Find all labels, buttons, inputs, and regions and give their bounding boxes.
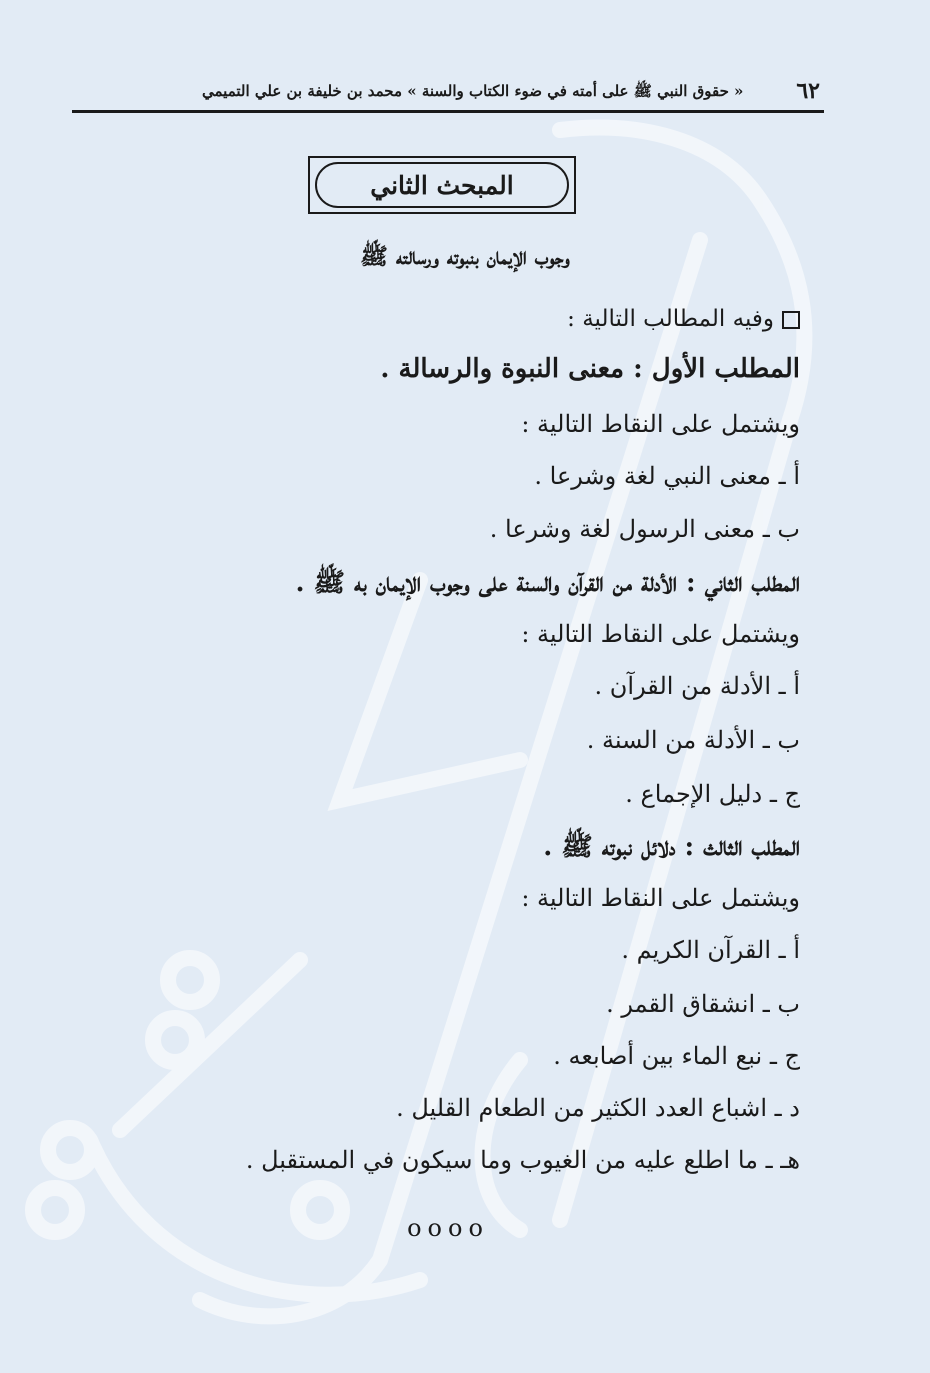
section-title: المبحث الثاني	[370, 170, 514, 200]
section-title-inner-frame	[315, 162, 569, 208]
point-item: أ ـ القرآن الكريم .	[621, 936, 800, 964]
point-item: د ـ اشباع العدد الكثير من الطعام القليل .	[396, 1094, 800, 1122]
points-intro-2: ويشتمل على النقاط التالية :	[521, 620, 800, 648]
point-item: ب ـ الأدلة من السنة .	[586, 726, 800, 754]
section-title-frame	[308, 156, 576, 214]
point-item: هـ ـ ما اطلع عليه من الغيوب وما سيكون في المستقبل .	[245, 1146, 800, 1174]
running-title: « حقوق النبي ﷺ على أمته في ضوء الكتاب والسنة » محمد بن خليفة بن علي التميمي	[202, 82, 744, 100]
chapter-heading: وجوب الإيمان بنبوته ورسالته ﷺ	[360, 243, 570, 270]
subsection-heading-3: المطلب الثالث : دلائل نبوته ﷺ .	[543, 832, 800, 862]
point-item: أ ـ الأدلة من القرآن .	[594, 672, 800, 700]
point-item: ب ـ انشقاق القمر .	[606, 990, 800, 1018]
page-number: ٦٢	[796, 78, 820, 104]
subsection-heading-1: المطلب الأول : معنى النبوة والرسالة .	[380, 354, 800, 384]
intro-line	[567, 306, 800, 332]
point-item: ج ـ دليل الإجماع .	[625, 780, 800, 808]
header-rule	[72, 110, 824, 113]
point-item: أ ـ معنى النبي لغة وشرعا .	[534, 462, 800, 490]
end-ornament: oooo	[407, 1214, 489, 1242]
point-item: ب ـ معنى الرسول لغة وشرعا .	[489, 515, 800, 543]
points-intro-1: ويشتمل على النقاط التالية :	[521, 410, 800, 438]
subsection-heading-2: المطلب الثاني : الأدلة من القرآن والسنة على وجوب الإيمان به ﷺ .	[295, 568, 800, 598]
intro-text: وفيه المطالب التالية :	[567, 306, 774, 332]
point-item: ج ـ نبع الماء بين أصابعه .	[553, 1042, 800, 1070]
points-intro-3: ويشتمل على النقاط التالية :	[521, 884, 800, 912]
checkbox-icon	[782, 311, 800, 329]
running-header	[72, 78, 824, 106]
